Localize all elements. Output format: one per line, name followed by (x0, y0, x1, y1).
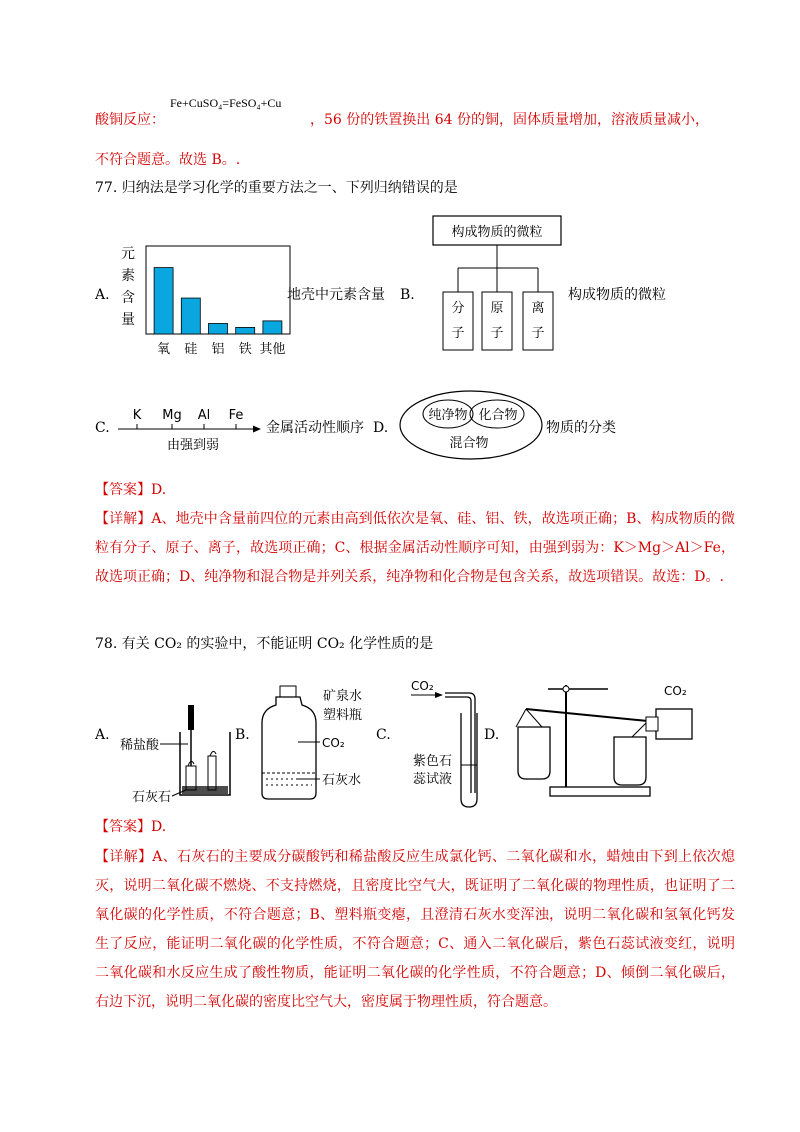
q77-option-c-caption: 金属活动性顺序 (266, 420, 364, 436)
q77-stem: 77. 归纳法是学习化学的重要方法之一、下列归纳错误的是 (95, 180, 458, 196)
y-label-char-2: 含 (121, 290, 135, 306)
co2-container (656, 709, 692, 739)
left-beaker (518, 727, 550, 779)
x-tick-4: 其他 (259, 342, 286, 357)
q78-option-d-label: D. (484, 727, 500, 743)
tree-child-3-top: 离 (531, 301, 545, 316)
y-label-char-1: 素 (121, 268, 135, 284)
label-plastic-bottle: 塑料瓶 (323, 708, 363, 723)
q77-option-c-label: C. (95, 420, 110, 436)
label-co2-d: CO₂ (664, 684, 687, 698)
bar-0 (154, 268, 173, 334)
reaction-formula: Fe+CuSO₄=FeSO₄+Cu (170, 96, 282, 110)
substance-classification-venn (397, 388, 545, 462)
tree-root-label: 构成物质的微粒 (451, 225, 543, 240)
q77-option-d-label: D. (373, 420, 389, 436)
label-limestone: 石灰石 (132, 790, 172, 805)
tree-child-2-bottom: 子 (490, 326, 504, 341)
y-label-char-0: 元 (121, 246, 135, 262)
label-mineral-water: 矿泉水 (323, 689, 363, 704)
label-limewater: 石灰水 (322, 773, 362, 788)
tree-child-1-top: 分 (451, 301, 465, 316)
bar-3 (236, 327, 255, 334)
q78-detail: 【详解】A、石灰石的主要成分碳酸钙和稀盐酸反应生成氯化钙、二氧化碳和水，蜡烛由下到上依次熄灭，说明二氧化碳不燃烧、不支持燃烧，且密度比空气大，既证明了二氧化碳的物理性质，也证明了二氧化碳的化学性质，不符合题意；B、塑料瓶变瘪，且澄清石灰水变浑浊，说明二氧化碳和氢氧化钙发生了反应，能证明二氧化碳的化学性质，不符合题意；C、通入二氧化碳后，紫色石蕊试液变红，说明二氧化碳和水反应生成了酸性物质，能证明二氧化碳的化学性质，不符合题意；D、倾倒二氧化碳后，右边下沉，说明二氧化碳的密度比空气大，密度属于物理性质，符合题意。 (95, 849, 735, 1010)
element-content-bar-chart (110, 240, 295, 360)
bottle (262, 697, 316, 799)
label-co2-c: CO₂ (411, 679, 434, 693)
line1-suffix: ，56 份的铁置换出 64 份的铜，固体质量增加，溶液质量减小， (310, 112, 709, 128)
venn-outer-label: 混合物 (449, 436, 489, 451)
metal-activity-axis (115, 402, 265, 454)
q78-option-c-label: C. (376, 727, 391, 743)
balance-beaker-apparatus (508, 675, 708, 805)
plastic-bottle-apparatus (258, 683, 383, 803)
bar-4 (263, 321, 282, 334)
q77-answer: 【答案】D. (95, 482, 167, 498)
q77-option-b-label: B. (400, 287, 415, 303)
tree-child-2-top: 原 (490, 301, 504, 316)
venn-right-label: 化合物 (478, 408, 518, 423)
q77-detail: 【详解】A、地壳中含量前四位的元素由高到低依次是氧、硅、铝、铁，故选项正确；B、构成物质的微粒有分子、原子、离子，故选项正确；C、根据金属活动性顺序可知，由强到弱为：K＞Mg＞Al＞Fe，故选项正确；D、纯净物和混合物是并列关系，纯净物和化合物是包含关系，故选项错误。故选：D。. (95, 511, 735, 585)
line1-prefix: 酸铜反应： (95, 112, 165, 128)
metal-k: K (132, 408, 142, 423)
label-litmus-2: 蕊试液 (413, 772, 453, 787)
x-tick-3: 铁 (238, 342, 252, 357)
bar-2 (209, 323, 228, 334)
metal-fe: Fe (228, 408, 244, 423)
q77-option-d-caption: 物质的分类 (546, 420, 616, 436)
y-axis-label (121, 246, 135, 328)
q78-answer: 【答案】D. (95, 819, 167, 835)
label-co2-b: CO₂ (322, 736, 345, 750)
q77-option-a-label: A. (95, 287, 110, 303)
x-tick-0: 氧 (157, 342, 171, 357)
tree-child-3-bottom: 子 (531, 326, 545, 341)
particles-tree-diagram (430, 213, 565, 355)
tree-child-1-bottom: 子 (451, 326, 465, 341)
label-dilute-hcl: 稀盐酸 (120, 738, 160, 753)
metal-order-label: 由强到弱 (166, 438, 220, 453)
q78-option-b-label: B. (235, 727, 250, 743)
x-tick-1: 硅 (184, 342, 198, 357)
venn-left-label: 纯净物 (428, 408, 468, 423)
litmus-test-tube-apparatus (405, 673, 495, 813)
x-tick-labels (157, 341, 285, 357)
label-litmus-1: 紫色石 (413, 754, 453, 769)
bar-1 (181, 298, 200, 334)
right-beaker (614, 737, 646, 785)
q77-option-b-caption: 构成物质的微粒 (568, 287, 666, 303)
metal-al: Al (197, 408, 211, 423)
q78-stem: 78. 有关 CO₂ 的实验中，不能证明 CO₂ 化学性质的是 (95, 636, 434, 652)
candle-beaker-apparatus (118, 700, 238, 808)
metal-mg: Mg (162, 408, 182, 423)
q78-option-a-label: A. (95, 727, 110, 743)
x-tick-2: 铝 (211, 342, 225, 357)
line2: 不符合题意。故选 B。. (95, 152, 241, 168)
y-label-char-3: 量 (121, 312, 135, 328)
bars (154, 268, 282, 334)
q77-option-a-caption: 地壳中元素含量 (287, 287, 385, 303)
